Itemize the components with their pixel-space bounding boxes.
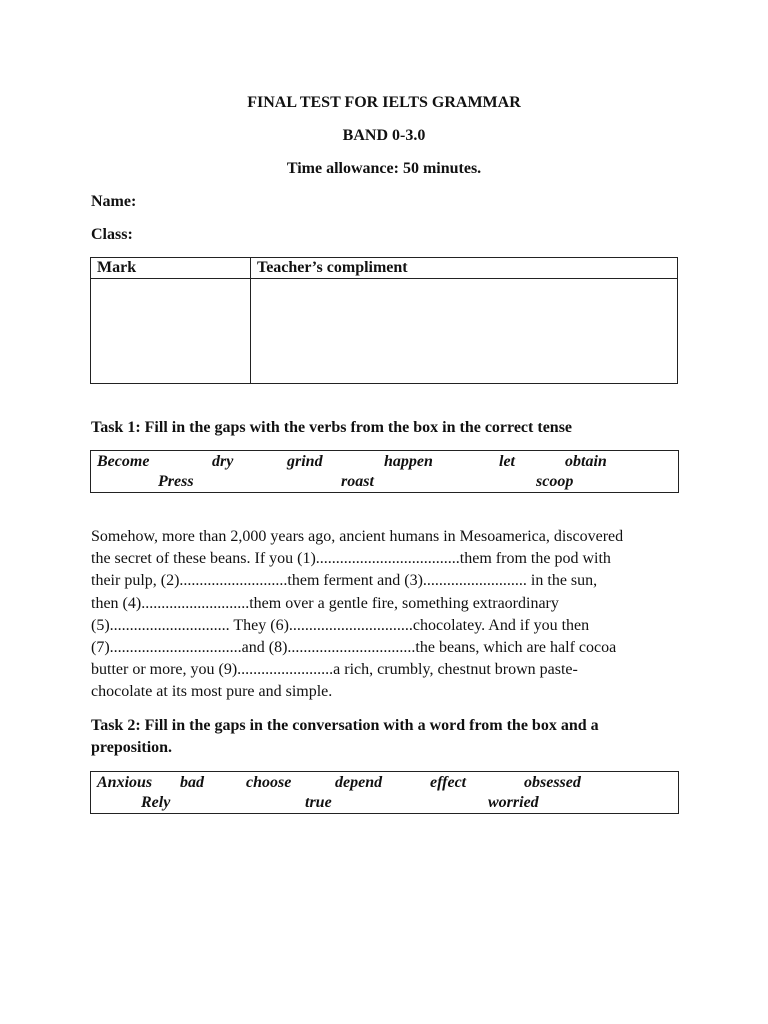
mark-table <box>90 257 678 384</box>
word-box-item: Become <box>97 453 150 470</box>
passage-line: (7).................................and (8)................................the beans, which are half cocoa <box>91 639 617 657</box>
passage-line: the secret of these beans. If you (1)....................................them from the pod with <box>91 550 611 568</box>
word-box-item: true <box>305 794 332 811</box>
passage-line: then (4)...........................them over a gentle fire, something extraordinary <box>91 594 559 612</box>
word-box-item: obtain <box>565 453 607 470</box>
task2-word-box <box>90 771 679 814</box>
task1-passage <box>91 526 681 704</box>
passage-line: their pulp, (2)...........................them ferment and (3).......................... in the sun, <box>91 572 598 590</box>
word-box-item: dry <box>212 453 234 470</box>
class-label: Class: <box>91 226 133 243</box>
word-box-item: Anxious <box>97 774 153 791</box>
word-box-item: let <box>499 453 515 470</box>
task1-word-box <box>90 450 679 493</box>
word-box-item: Press <box>158 473 194 490</box>
passage-line: (5).............................. They (6)...............................chocolatey. And if you then <box>91 616 590 634</box>
band-level: BAND 0-3.0 <box>342 127 426 144</box>
word-box-item: happen <box>384 453 433 470</box>
word-box-item: scoop <box>536 473 574 490</box>
word-box-item: effect <box>430 774 467 791</box>
word-box-item: depend <box>335 774 383 791</box>
word-box-item: bad <box>180 774 204 791</box>
word-box-item: worried <box>488 794 539 811</box>
passage-line: Somehow, more than 2,000 years ago, ancient humans in Mesoamerica, discovered <box>91 528 624 545</box>
task2-heading: Task 2: Fill in the gaps in the conversation with a word from the box and a preposition. <box>91 717 599 756</box>
teacher-compliment-header: Teacher’s compliment <box>251 258 678 279</box>
name-label: Name: <box>91 193 137 210</box>
mark-header: Mark <box>91 258 251 279</box>
time-allowance: Time allowance: 50 minutes. <box>286 160 482 177</box>
passage-line: butter or more, you (9)........................a rich, crumbly, chestnut brown paste- <box>91 661 578 679</box>
word-box-item: obsessed <box>524 774 581 791</box>
word-box-item: Rely <box>141 794 171 811</box>
document-title: FINAL TEST FOR IELTS GRAMMAR <box>247 94 521 111</box>
word-box-item: grind <box>287 453 323 470</box>
word-box-item: choose <box>246 774 292 791</box>
task1-heading: Task 1: Fill in the gaps with the verbs from the box in the correct tense <box>91 419 573 436</box>
word-box-item: roast <box>341 473 374 490</box>
passage-line: chocolate at its most pure and simple. <box>91 683 333 701</box>
mark-cell[interactable] <box>91 279 251 384</box>
teacher-compliment-cell[interactable] <box>251 279 678 384</box>
